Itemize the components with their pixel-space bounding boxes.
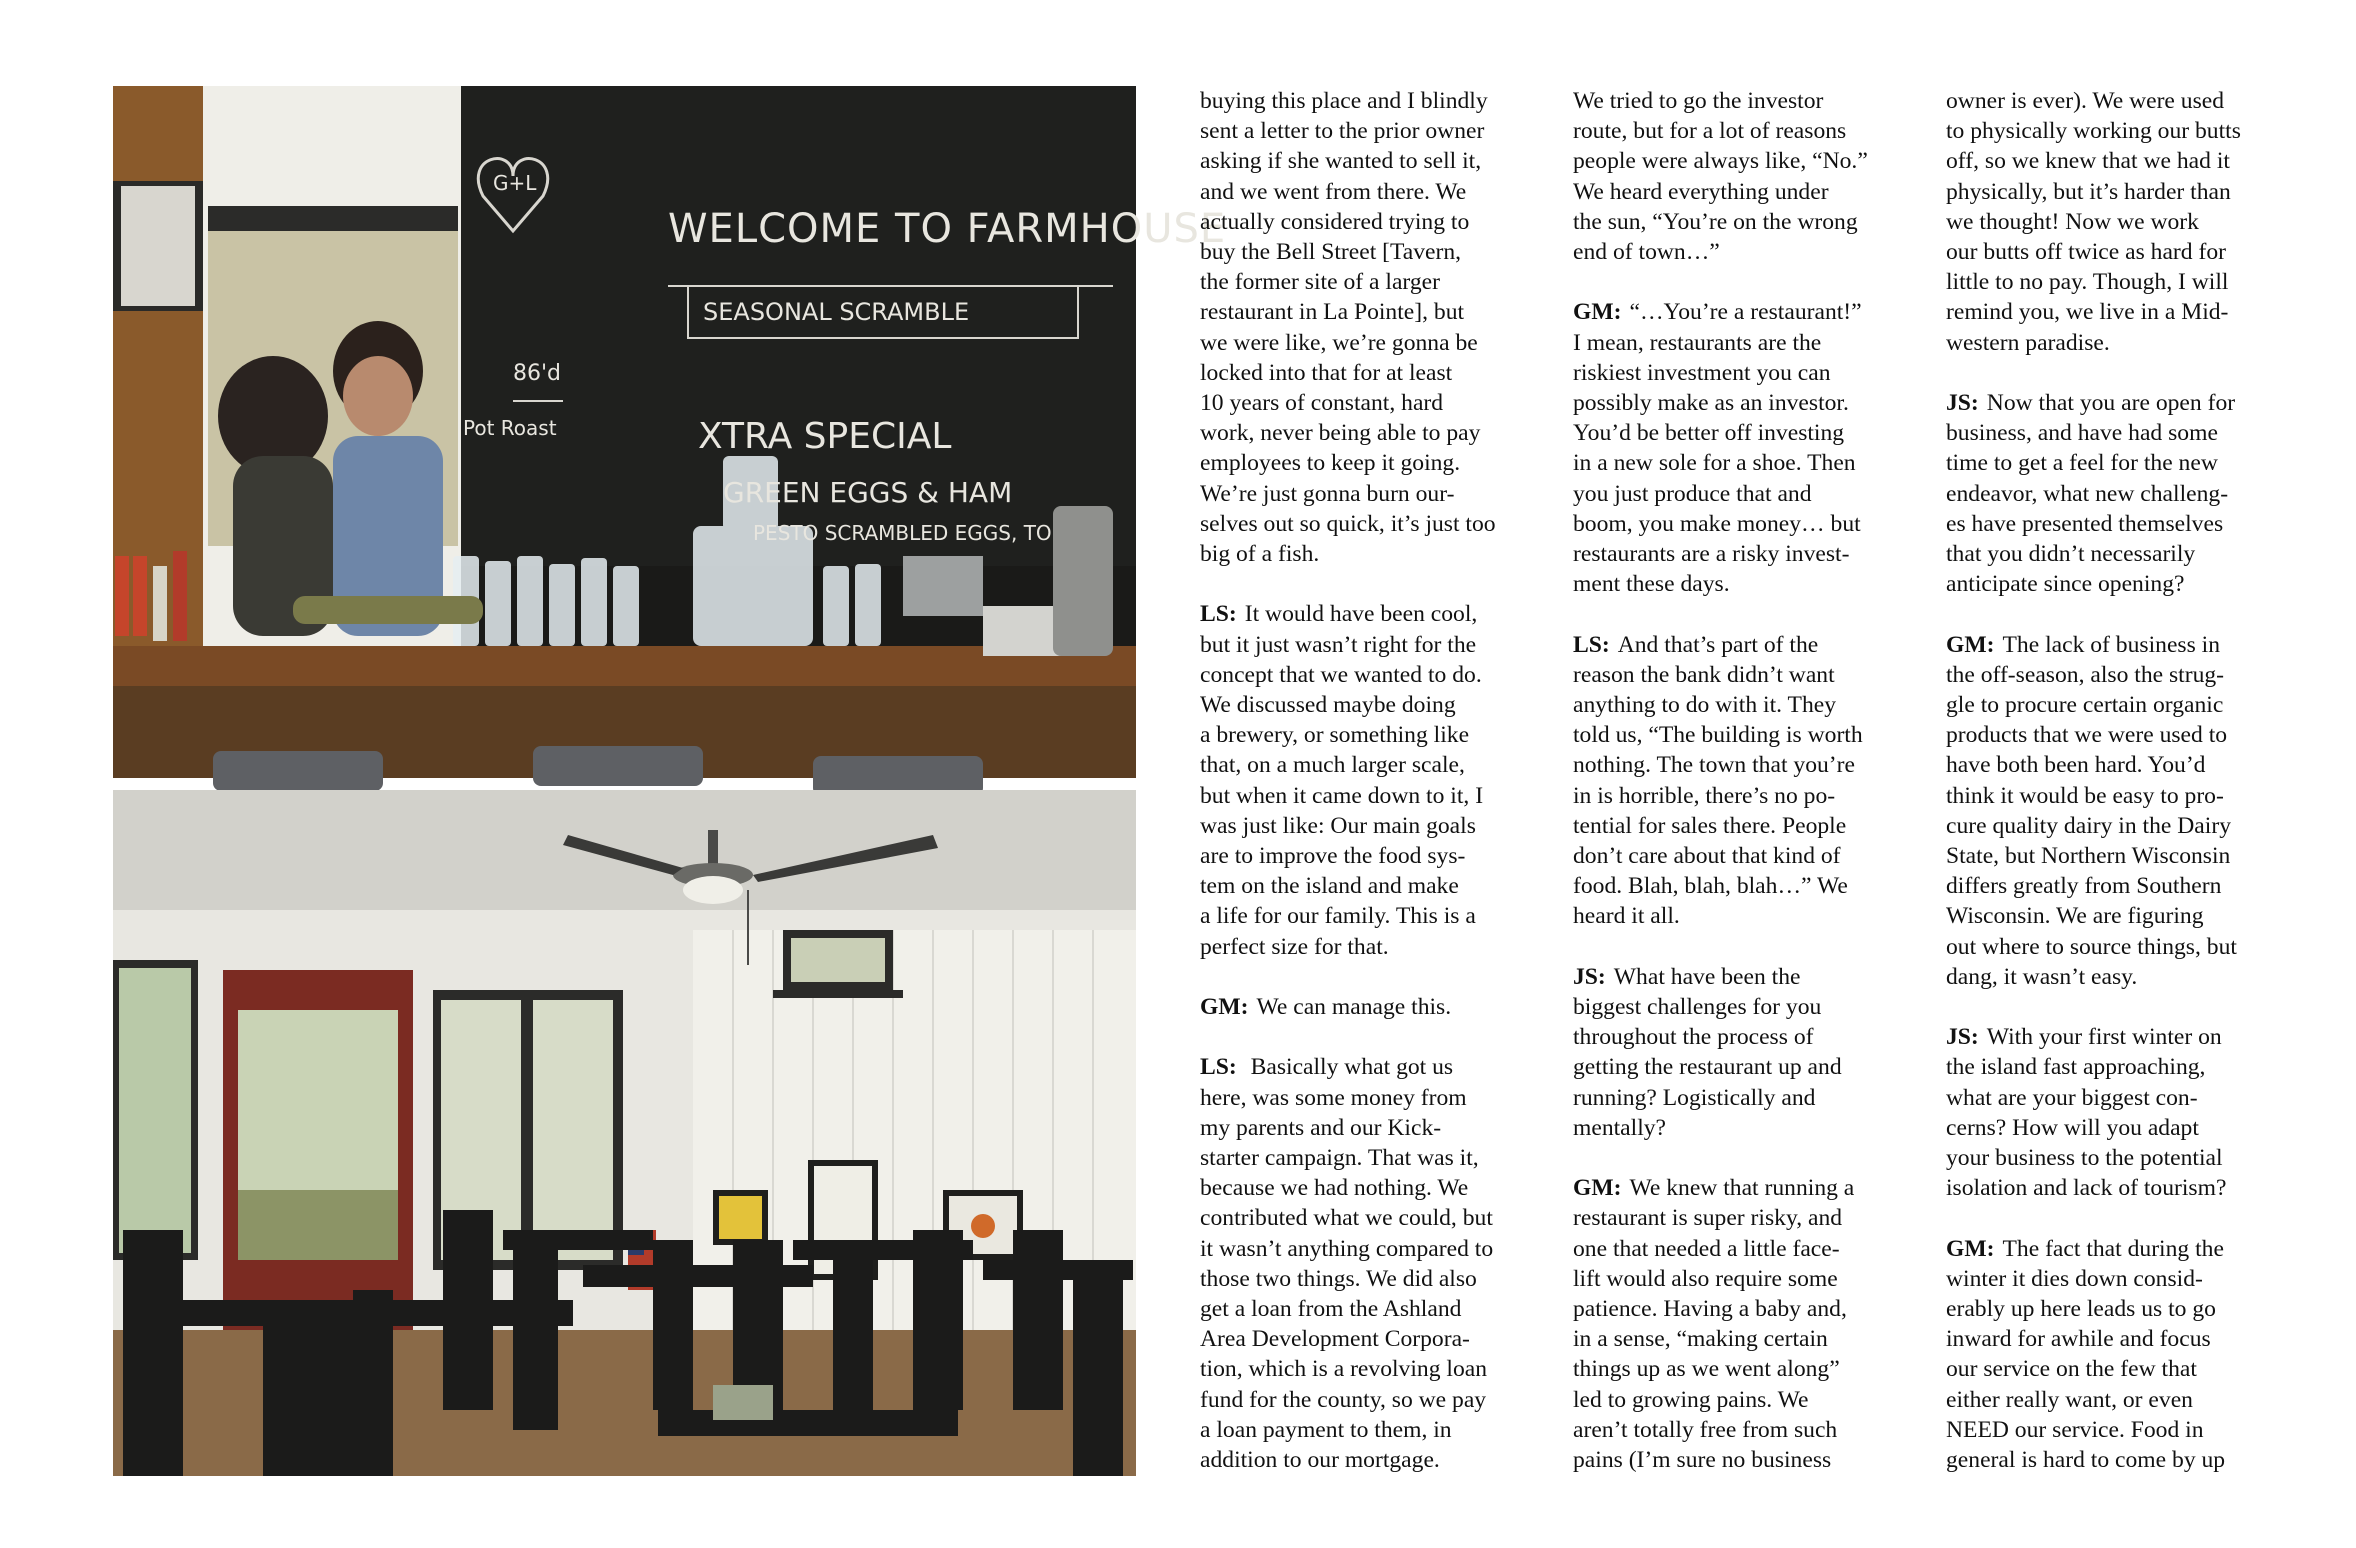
- speaker-label: LS:: [1573, 631, 1610, 658]
- paragraph-text: We can manage this.: [1256, 994, 1452, 1021]
- paragraph: [1946, 1022, 2291, 1203]
- paragraph-text: “…You’re a restaurant!” I mean, restaurants are the riskiest investment you can possibly make as an investor. You’d be better off investing in a new sole for a shoe. Then you just produce that and boom, you make money… but restaurants are a risky invest- ment these days.: [1573, 299, 1862, 598]
- paragraph: [1946, 388, 2291, 599]
- paragraph: [1200, 992, 1545, 1022]
- paragraph-text: The fact that during the winter it dies down consid- erably up here leads us to go inward for awhile and focus our service on the few that either really want, or even NEED our service. Food in general is hard to come by up: [1946, 1235, 2226, 1474]
- paragraph-text: The lack of business in the off-season, also the strug- gle to procure certain organic products that we were used to have both been hard. You’d think it would be easy to pro- cure quality dairy in the Dairy State, but Northern Wisconsin differs greatly from Southern Wisconsin. We are figuring out where to source things, but dang, it wasn’t easy.: [1946, 631, 2237, 990]
- paragraph-text: owner is ever). We were used to physically working our butts off, so we knew that we had it physically, but it’s harder than we thought! Now we work our butts off twice as hard for little to no pay. Though, I will remind you, we live in a Mid- western paradise.: [1946, 88, 2241, 356]
- speaker-label: GM:: [1946, 631, 1995, 658]
- speaker-label: GM:: [1200, 994, 1249, 1021]
- chalk-pesto: PESTO SCRAMBLED EGGS, TO: [753, 521, 1052, 545]
- article-column-2: [1573, 86, 1918, 1505]
- paragraph: [1946, 630, 2291, 992]
- cafe-counter-photo: [113, 86, 1227, 778]
- paragraph-text: Now that you are open for business, and have had some time to get a feel for the new endeavor, what new challeng- es have presented themselves that you didn’t necessarily anticipate since opening?: [1946, 390, 2236, 598]
- paragraph: [1573, 1173, 1918, 1475]
- dining-room-photo: [113, 790, 1136, 1476]
- speaker-label: LS:: [1200, 1054, 1237, 1081]
- paragraph: [1200, 1052, 1545, 1475]
- paragraph: [1946, 86, 2291, 358]
- paragraph: [1200, 86, 1545, 569]
- chalk-xtra-special: XTRA SPECIAL: [698, 416, 952, 457]
- paragraph-text: It would have been cool, but it just wasn’t right for the concept that we wanted to do. We discussed maybe doing a brewery, or something like that, on a much larger scale, but when it came down to it, I was just like: Our main goals are to improve the food sys- tem on the island and make a life for our family. This is a perfect size for that.: [1200, 601, 1484, 960]
- paragraph: [1200, 599, 1545, 961]
- chalk-welcome: WELCOME TO FARMHOUSE: [668, 206, 1227, 252]
- dining-room-illustration: [113, 790, 1136, 1476]
- speaker-label: GM:: [1573, 299, 1622, 326]
- speaker-label: GM:: [1573, 1175, 1622, 1202]
- paragraph: [1573, 297, 1918, 599]
- chalk-86d: 86'd: [513, 361, 562, 386]
- article-column-1: [1200, 86, 1545, 1505]
- paragraph: [1573, 962, 1918, 1143]
- speaker-label: JS:: [1946, 390, 1979, 417]
- paragraph: [1946, 1234, 2291, 1476]
- chalk-pot-roast: Pot Roast: [463, 416, 557, 440]
- article-column-3: [1946, 86, 2291, 1505]
- speaker-label: JS:: [1946, 1024, 1979, 1051]
- paragraph-text: We knew that running a restaurant is super risky, and one that needed a little face- lift would also require some patience. Having a baby and, in a sense, “making certain things up as we went along” led to growing pains. We aren’t totally free from such pains (I’m sure no business: [1573, 1175, 1855, 1474]
- paragraph-text: buying this place and I blindly sent a letter to the prior owner asking if she wanted to sell it, and we went from there. We actually considered trying to buy the Bell Street [Tavern, the former site of a larger restaurant in La Pointe], but we were like, we’re gonna be locked into that for at least 10 years of constant, hard work, never being able to pay employees to keep it going. We’re just gonna burn our- selves out so quick, it’s just too big of a fish.: [1200, 88, 1496, 568]
- paragraph-text: What have been the biggest challenges for you throughout the process of getting the restaurant up and running? Logistically and mentally?: [1573, 963, 1842, 1141]
- paragraph-text: And that’s part of the reason the bank didn’t want anything to do with it. They told us, “The building is worth nothing. The town that you’re in is horrible, there’s no po- tential for sales there. People don’t care about that kind of food. Blah, blah, blah…” We heard it all.: [1573, 631, 1863, 930]
- paragraph: [1573, 86, 1918, 267]
- chalk-initials: G+L: [493, 171, 537, 195]
- cafe-counter-illustration: [113, 86, 1136, 778]
- paragraph: [1573, 630, 1918, 932]
- paragraph-text: With your first winter on the island fast approaching, what are your biggest con- cerns? How will you adapt your business to the potential isolation and lack of tourism?: [1946, 1024, 2227, 1202]
- speaker-label: LS:: [1200, 601, 1237, 628]
- chalk-green-eggs: GREEN EGGS & HAM: [723, 476, 1013, 509]
- chalk-seasonal-scramble: SEASONAL SCRAMBLE: [703, 298, 970, 326]
- speaker-label: GM:: [1946, 1235, 1995, 1262]
- paragraph-text: We tried to go the investor route, but for a lot of reasons people were always like, “No.” We heard everything under the sun, “You’re on the wrong end of town…”: [1573, 88, 1868, 266]
- speaker-label: JS:: [1573, 963, 1606, 990]
- paragraph-text: Basically what got us here, was some money from my parents and our Kick- starter campaign. That was it, because we had nothing. We contributed what we could, but it wasn’t anything compared to those two things. We did also get a loan from the Ashland Area Development Corpora- tion, which is a revolving loan fund for the county, so we pay a loan payment to them, in addition to our mortgage.: [1200, 1054, 1494, 1474]
